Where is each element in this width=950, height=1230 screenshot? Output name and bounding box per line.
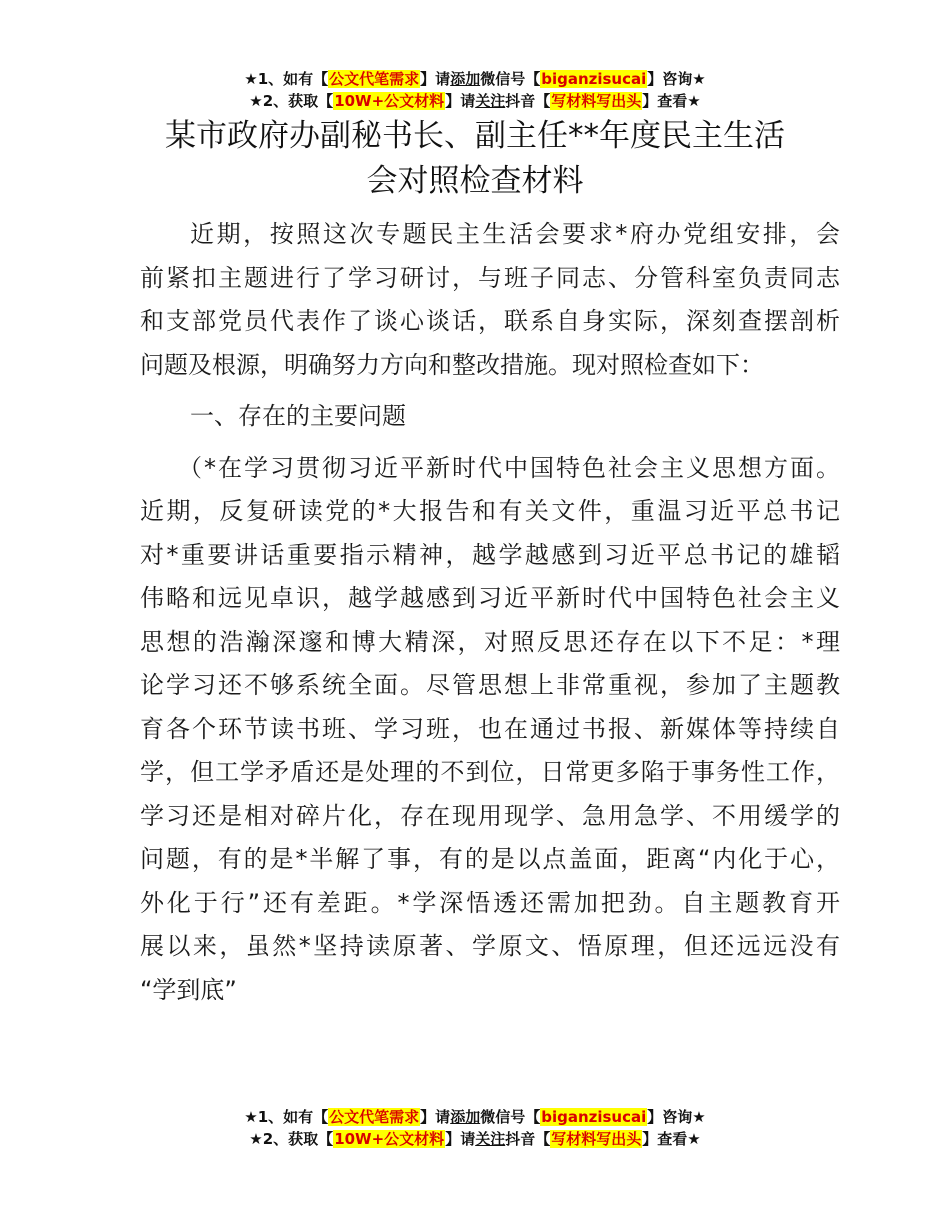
banner-underlined-text: 添加 [450,70,481,88]
paragraph-line: （*在学习贯彻习近平新时代中国特色社会主义思想方面。 [178,453,840,482]
banner-line-1 [0,68,950,90]
paragraph-line: 展以来，虽然*坚持读原著、学原文、悟原理，但还远远没有 [140,932,840,960]
paragraph-line: 外化于行”还有差距。*学深悟透还需加把劲。自主题教育开 [140,888,840,917]
banner-text: ★2、获取【 [249,1130,334,1148]
paragraph-line: 问题及根源，明确努力方向和整改措施。现对照检查如下： [140,350,764,379]
paragraph-line: 学，但工学矛盾还是处理的不到位，日常更多陷于事务性工作， [140,758,840,786]
paragraph-line: 近期，按照这次专题民主生活会要求*府办党组安排，会 [190,220,840,248]
document-title [0,114,950,204]
banner-text: 】咨询★ [647,1108,706,1126]
banner-text: 】咨询★ [647,70,706,88]
paragraph-line: 伟略和远见卓识，越学越感到习近平新时代中国特色社会主义 [140,584,840,612]
document-body [140,213,840,1012]
paragraph-problems [140,447,840,1013]
banner-text: 】查看★ [642,1130,701,1148]
banner-underlined-text: 关注 [475,1130,506,1148]
banner-text: 】请 [420,70,451,88]
banner-text: 微信号【 [480,1108,541,1126]
banner-highlight-service: 公文代笔需求 [329,70,420,88]
banner-underlined-text: 添加 [450,1108,481,1126]
banner-text: 】查看★ [642,92,701,110]
paragraph-line: “学到底” [140,975,237,1004]
paragraph-line: 问题，有的是*半解了事，有的是以点盖面，距离“内化于心， [140,845,840,873]
paragraph-line: 前紧扣主题进行了学习研讨，与班子同志、分管科室负责同志 [140,263,840,292]
section-heading: 一、存在的主要问题 [190,402,406,430]
banner-highlight-douyin: 写材料写出头 [551,92,642,110]
title-line-1: 某市政府办副秘书长、副主任**年度民主生活 [165,118,785,154]
banner-highlight-wechat-id: biganzisucai [541,70,647,88]
banner-text: 微信号【 [480,70,541,88]
banner-text: 抖音【 [505,1130,551,1148]
paragraph-line: 学习还是相对碎片化，存在现用现学、急用急学、不用缓学的 [140,801,840,830]
header-banner [0,68,950,112]
paragraph-line: 育各个环节读书班、学习班，也在通过书报、新媒体等持续自 [140,714,840,743]
banner-text: 】请 [445,1130,476,1148]
paragraph-intro [140,213,840,387]
paragraph-line: 思想的浩瀚深邃和博大精深，对照反思还存在以下不足：*理 [140,627,840,656]
title-line-2: 会对照检查材料 [366,163,584,199]
paragraph-line: 和支部党员代表作了谈心谈话，联系自身实际，深刻查摆剖析 [140,307,840,335]
banner-text: 抖音【 [505,92,551,110]
banner-highlight-service: 公文代笔需求 [329,1108,420,1126]
paragraph-line: 近期，反复研读党的*大报告和有关文件，重温习近平总书记 [140,497,840,525]
banner-line-2 [0,1128,950,1150]
banner-text: ★2、获取【 [249,92,334,110]
banner-text: ★1、如有【 [244,1108,329,1126]
banner-highlight-materials: 10W+公文材料 [334,92,445,110]
banner-text: 】请 [420,1108,451,1126]
banner-underlined-text: 关注 [475,92,506,110]
banner-highlight-douyin: 写材料写出头 [551,1130,642,1148]
paragraph-line: 对*重要讲话重要指示精神，越学越感到习近平总书记的雄韬 [140,540,840,569]
banner-text: ★1、如有【 [244,70,329,88]
banner-highlight-wechat-id: biganzisucai [541,1108,647,1126]
paragraph-line: 论学习还不够系统全面。尽管思想上非常重视，参加了主题教 [140,671,840,699]
footer-banner [0,1106,950,1150]
banner-highlight-materials: 10W+公文材料 [334,1130,445,1148]
banner-line-1 [0,1106,950,1128]
banner-text: 】请 [445,92,476,110]
banner-line-2 [0,90,950,112]
